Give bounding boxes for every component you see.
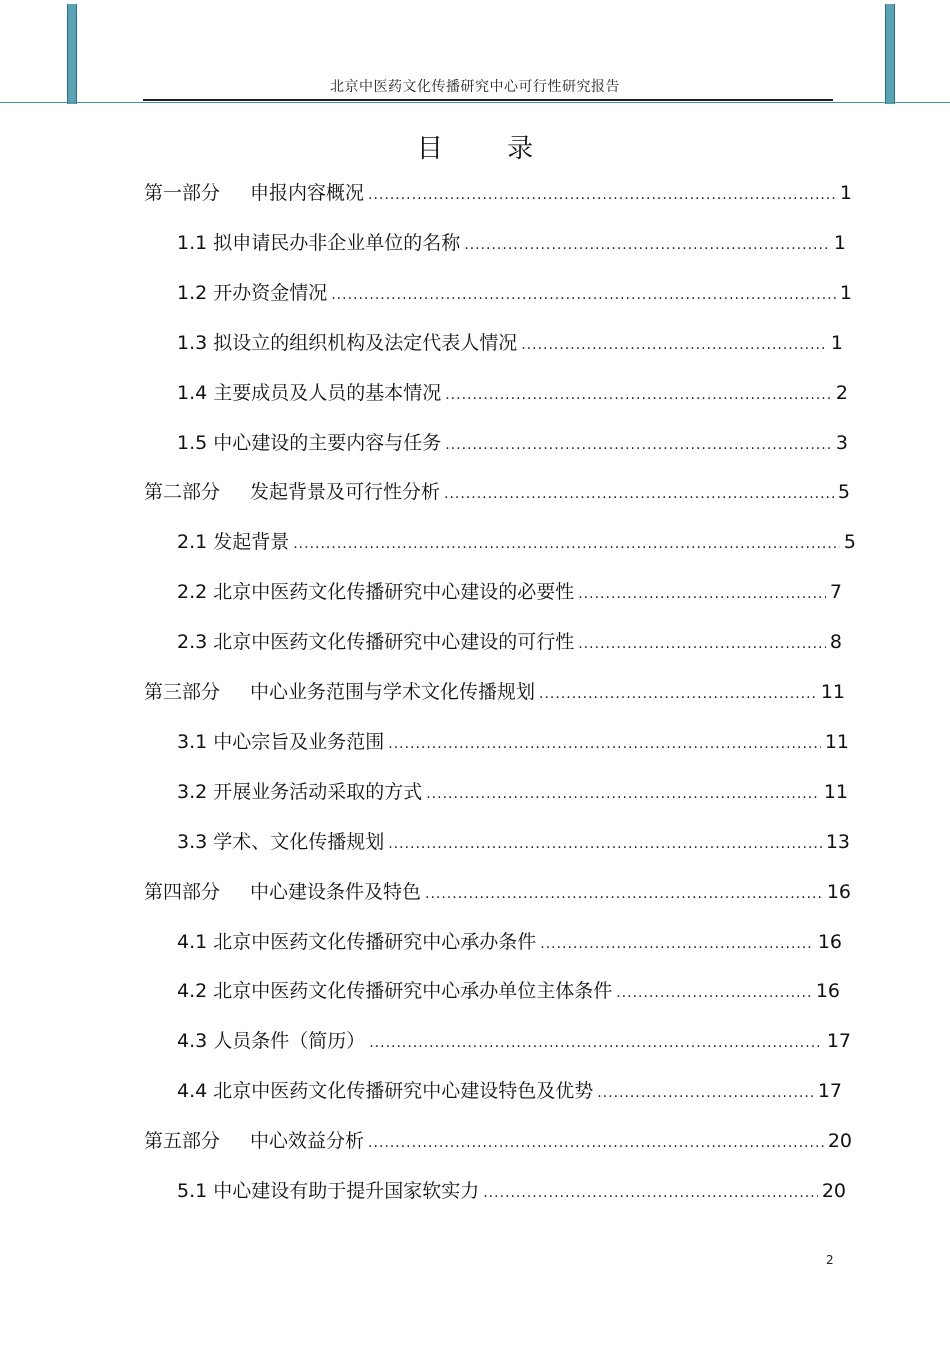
- toc-section-title: 学术、文化传播规划: [213, 830, 385, 853]
- toc-page-number: 5: [837, 481, 850, 504]
- toc-entry-label: [177, 228, 460, 258]
- toc-section-title: 申报内容概况: [250, 182, 365, 204]
- toc-leader-dots: [368, 1128, 824, 1158]
- header-rule: [0, 102, 950, 103]
- toc-entry[interactable]: [177, 727, 849, 757]
- toc-section-number: 4.3: [177, 1030, 208, 1053]
- toc-leader-dots: [445, 380, 832, 410]
- toc-page-number: 3: [835, 431, 848, 454]
- toc-entry[interactable]: [177, 428, 848, 458]
- toc-leader-dots: [616, 978, 812, 1008]
- toc-page-number: 20: [821, 1180, 846, 1202]
- page-number: 2: [826, 1253, 834, 1267]
- toc-entry-label: [177, 378, 441, 408]
- toc-section-title: 中心效益分析: [250, 1130, 365, 1153]
- toc-section-number: 3.2: [177, 780, 208, 803]
- toc-leader-dots: [369, 1028, 823, 1058]
- toc-entry-label: [177, 976, 612, 1006]
- toc-part-name: 第一部分: [144, 182, 221, 204]
- toc-leader-dots: [540, 929, 814, 959]
- toc-entry-label: [177, 428, 441, 458]
- toc-entry[interactable]: [177, 777, 848, 807]
- toc-section-number: 3.1: [177, 730, 208, 753]
- toc-entry[interactable]: [177, 927, 842, 957]
- toc-section-title: 北京中医药文化传播研究中心承办条件: [213, 930, 537, 953]
- toc-section-number: 1.4: [177, 381, 208, 404]
- toc-entry-label: [177, 727, 384, 757]
- toc-section-number: 4.2: [177, 980, 208, 1003]
- toc-page-number: 1: [830, 331, 843, 354]
- toc-section-title: 中心宗旨及业务范围: [213, 730, 385, 753]
- toc-section-title: 发起背景及可行性分析: [250, 481, 441, 504]
- toc-page-number: 11: [820, 681, 845, 703]
- toc-entry[interactable]: [144, 877, 851, 907]
- toc-leader-dots: [293, 529, 840, 559]
- toc-page-number: 1: [839, 281, 852, 304]
- toc-section-title: 中心业务范围与学术文化传播规划: [250, 681, 536, 703]
- toc-page-number: 5: [843, 531, 856, 554]
- toc-section-number: 2.2: [177, 581, 208, 604]
- toc-section-number: 2.3: [177, 631, 208, 654]
- toc-leader-dots: [444, 479, 834, 509]
- toc-section-number: 2.1: [177, 531, 208, 554]
- toc-page-number: 16: [817, 930, 842, 953]
- toc-section-title: 北京中医药文化传播研究中心建设特色及优势: [213, 1080, 594, 1103]
- toc-page-number: 11: [823, 780, 848, 803]
- toc-entry[interactable]: [177, 577, 842, 607]
- toc-section-title: 人员条件（简历）: [213, 1030, 366, 1053]
- toc-leader-dots: [597, 1078, 814, 1108]
- toc-section-title: 发起背景: [213, 531, 290, 554]
- toc-leader-dots: [368, 180, 836, 210]
- toc-leader-dots: [483, 1178, 818, 1208]
- toc-title: 目 录: [416, 134, 562, 164]
- toc-leader-dots: [331, 280, 836, 310]
- toc-leader-dots: [425, 879, 823, 909]
- toc-section-title: 开展业务活动采取的方式: [213, 780, 423, 803]
- toc-entry-label: [177, 1076, 593, 1106]
- toc-leader-dots: [464, 230, 830, 260]
- toc-entry[interactable]: [177, 1176, 846, 1206]
- toc-page-number: 11: [824, 730, 849, 753]
- toc-entry-label: [144, 477, 440, 507]
- toc-entry[interactable]: [177, 527, 856, 557]
- toc-entry-label: [177, 627, 574, 657]
- toc-entry[interactable]: [177, 278, 852, 308]
- toc-page-number: 8: [829, 631, 842, 654]
- toc-section-number: 1.1: [177, 231, 208, 254]
- toc-page-number: 17: [817, 1080, 842, 1103]
- toc-entry[interactable]: [177, 1076, 842, 1106]
- toc-section-title: 北京中医药文化传播研究中心承办单位主体条件: [213, 980, 613, 1003]
- toc-entry-label: [177, 527, 289, 557]
- toc-page-number: 1: [839, 182, 852, 204]
- toc-section-number: 4.4: [177, 1080, 208, 1103]
- toc-page-number: 7: [829, 581, 842, 604]
- toc-entry[interactable]: [177, 378, 848, 408]
- toc-section-title: 北京中医药文化传播研究中心建设的必要性: [213, 581, 575, 604]
- toc-section-title: 中心建设有助于提升国家软实力: [213, 1180, 480, 1202]
- toc-entry[interactable]: [144, 1126, 852, 1156]
- toc-entry-label: [177, 827, 384, 857]
- header-underline: [143, 99, 833, 101]
- toc-entry-label: [177, 777, 422, 807]
- running-header-title: 北京中医药文化传播研究中心可行性研究报告: [330, 79, 620, 95]
- toc-leader-dots: [426, 779, 820, 809]
- toc-section-number: 5.1: [177, 1180, 208, 1202]
- toc-part-name: 第五部分: [144, 1130, 221, 1153]
- toc-page-number: 1: [833, 231, 846, 254]
- toc-leader-dots: [388, 829, 822, 859]
- toc-page-number: 2: [835, 381, 848, 404]
- toc-section-title: 拟申请民办非企业单位的名称: [213, 231, 461, 254]
- toc-entry-label: [144, 677, 535, 707]
- toc-entry[interactable]: [144, 178, 852, 208]
- toc-leader-dots: [521, 330, 827, 360]
- toc-leader-dots: [578, 629, 826, 659]
- toc-page-number: 20: [827, 1130, 852, 1153]
- toc-entry-label: [177, 278, 327, 308]
- toc-page-number: 17: [826, 1030, 851, 1053]
- toc-page-number: 16: [826, 880, 851, 903]
- toc-entry[interactable]: [177, 328, 843, 358]
- toc-entry-label: [177, 328, 517, 358]
- toc-section-number: 1.5: [177, 431, 208, 454]
- toc-leader-dots: [445, 430, 832, 460]
- toc-entry[interactable]: [177, 976, 840, 1006]
- toc-section-title: 主要成员及人员的基本情况: [213, 381, 442, 404]
- toc-entry[interactable]: [177, 627, 842, 657]
- toc-entry-label: [144, 877, 421, 907]
- toc-section-title: 中心建设的主要内容与任务: [213, 431, 442, 454]
- toc-entry-label: [177, 577, 574, 607]
- toc-section-number: 1.2: [177, 281, 208, 304]
- toc-section-title: 中心建设条件及特色: [250, 880, 422, 903]
- toc-part-name: 第二部分: [144, 481, 221, 504]
- toc-section-title: 拟设立的组织机构及法定代表人情况: [213, 331, 518, 354]
- toc-section-number: 4.1: [177, 930, 208, 953]
- toc-entry[interactable]: [177, 827, 850, 857]
- toc-entry-label: [144, 1126, 364, 1156]
- toc-leader-dots: [578, 579, 826, 609]
- toc-section-number: 3.3: [177, 830, 208, 853]
- toc-part-name: 第三部分: [144, 681, 221, 703]
- toc-leader-dots: [539, 679, 817, 709]
- toc-entry[interactable]: [144, 677, 845, 707]
- toc-part-name: 第四部分: [144, 880, 221, 903]
- toc-entry[interactable]: [177, 1026, 851, 1056]
- toc-entry[interactable]: [144, 477, 850, 507]
- toc-entry-label: [177, 1026, 365, 1056]
- toc-entry-label: [144, 178, 364, 208]
- toc-entry[interactable]: [177, 228, 846, 258]
- toc-section-title: 北京中医药文化传播研究中心建设的可行性: [213, 631, 575, 654]
- toc-entry-label: [177, 1176, 479, 1206]
- toc-section-title: 开办资金情况: [213, 281, 328, 304]
- toc-section-number: 1.3: [177, 331, 208, 354]
- toc-page-number: 16: [815, 980, 840, 1003]
- toc-page-number: 13: [825, 830, 850, 853]
- toc-leader-dots: [388, 729, 821, 759]
- toc-entry-label: [177, 927, 536, 957]
